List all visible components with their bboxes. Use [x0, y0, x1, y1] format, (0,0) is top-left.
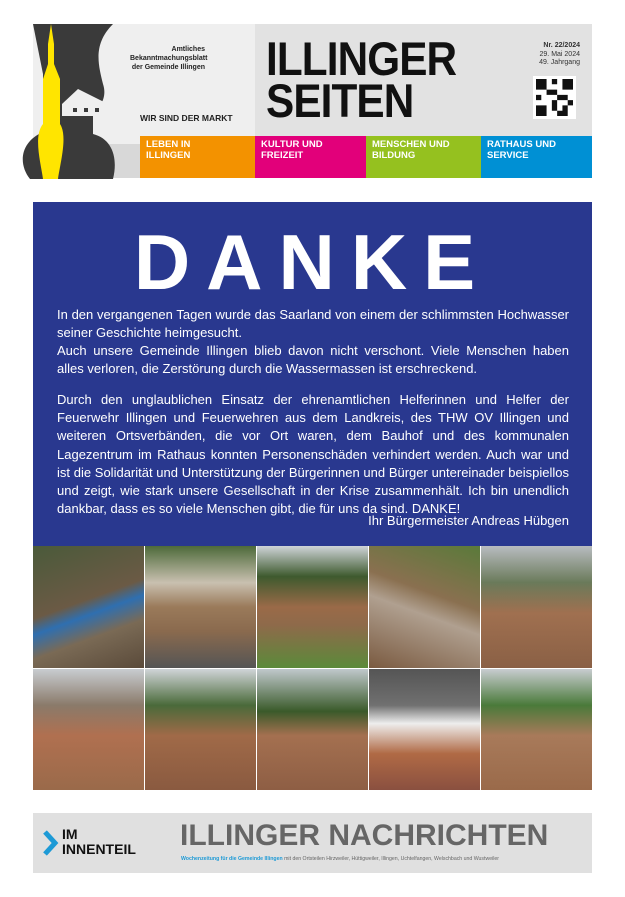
flood-photo	[369, 546, 480, 668]
signature: Ihr Bürgermeister Andreas Hübgen	[368, 513, 569, 528]
category-label: ILLINGEN	[146, 149, 191, 161]
paragraph-3: Durch den unglaublichen Einsatz der ehrenamtlichen Helferinnen und Helfer der Feuerwehr Illingen und Feuerwehren aus dem Landkreis, des THW OV Illingen und weiteren Ortsverbänden, die vor Ort waren, dem Bauhof und des kommunalen Lagezentrum im Rathaus konnten Personenschäden verhindert werden. Auch war und ist die Solidarität und Unterstützung der Bürgerinnen und Bürger untereinader beispiellos und zeigt, wie stark unsere Gesellschaft in der Krise zusammenhält. Ich bin unendlich dankbar, dass es so viele Menschen gibt, die für uns da sind. DANKE!	[57, 392, 569, 517]
tagline-rest: mit den Ortsteilen Hirzweiler, Hüttigweiler, Illingen, Uchtelfangen, Welschbach und Wustweiler	[282, 856, 499, 862]
church-tower-logo	[18, 24, 118, 179]
category-label: SERVICE	[487, 149, 529, 161]
flood-photo	[481, 669, 592, 791]
category-rathaus[interactable]	[481, 136, 592, 178]
paragraph-2: Auch unsere Gemeinde Illingen blieb davon nicht verschont. Viele Menschen haben alles verloren, die Zerstörung durch die Wassermassen ist erschreckend.	[57, 343, 569, 377]
title-line-1: ILLINGER	[266, 32, 457, 85]
masthead-title	[266, 32, 457, 127]
subtitle-line: der Gemeinde Illingen	[131, 64, 205, 71]
flood-photo	[145, 546, 256, 668]
title-line-2: SEITEN	[266, 74, 414, 127]
category-label: FREIZEIT	[261, 149, 304, 161]
inside-label	[62, 827, 136, 857]
issue-volume: 49. Jahrgang	[539, 59, 580, 66]
flood-photo	[257, 546, 368, 668]
issue-number: Nr. 22/2024	[543, 42, 580, 49]
inside-section-banner[interactable]	[33, 813, 592, 873]
nachrichten-tagline	[181, 856, 499, 862]
danke-heading: DANKE	[133, 218, 492, 306]
chevron-right-icon	[43, 830, 59, 856]
category-kultur[interactable]	[255, 136, 366, 178]
paragraph-1: In den vergangenen Tagen wurde das Saarland von einem der schlimmsten Hochwasser seiner Geschichte heimgesucht.	[57, 307, 569, 341]
tagline-highlight: Wochenzeitung für die Gemeinde Illingen	[181, 856, 283, 862]
category-label: RATHAUS UND	[487, 139, 556, 150]
category-menschen[interactable]	[366, 136, 481, 178]
inside-line: IM	[62, 826, 78, 842]
nachrichten-title: ILLINGER NACHRICHTEN	[180, 819, 549, 852]
flood-photo	[145, 669, 256, 791]
flood-photo-grid	[33, 546, 592, 790]
category-leben[interactable]	[140, 136, 255, 178]
issue-date: 29. Mai 2024	[539, 50, 580, 58]
category-label: KULTUR UND	[261, 139, 323, 150]
qr-code-icon[interactable]	[533, 76, 576, 119]
subtitle-line: Bekanntmachungsblatt	[130, 55, 208, 62]
thank-you-panel	[33, 202, 592, 546]
header-subtitle	[130, 45, 208, 72]
flood-photo	[33, 546, 144, 668]
category-label: LEBEN IN	[146, 139, 191, 150]
flood-photo	[481, 546, 592, 668]
issue-info	[520, 42, 580, 68]
flood-photo	[33, 669, 144, 791]
flood-photo	[369, 669, 480, 791]
category-label: BILDUNG	[372, 149, 416, 161]
inside-line: INNENTEIL	[62, 841, 136, 857]
subtitle-line: Amtliches	[171, 46, 205, 53]
flood-photo	[257, 669, 368, 791]
category-label: MENSCHEN UND	[372, 139, 450, 150]
slogan: WIR SIND DER MARKT	[140, 113, 233, 123]
